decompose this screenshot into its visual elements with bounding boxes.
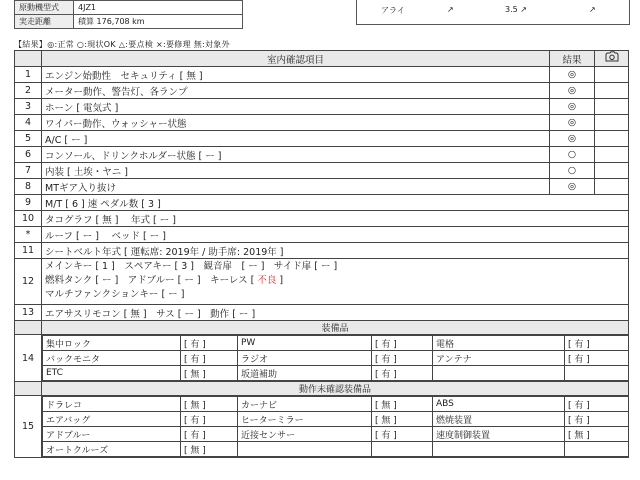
keys-line-1: メインキー [ 1 ] スペアキー [ 3 ] 観音扉 [ ー ] サイド扉 [ ー ] bbox=[45, 261, 338, 272]
photo-icon bbox=[595, 51, 629, 67]
row-photo bbox=[595, 67, 629, 83]
operation-title: 動作未確認装備品 bbox=[42, 382, 629, 396]
operation-grid bbox=[42, 396, 629, 457]
equipment-subrow bbox=[43, 336, 629, 351]
check-row bbox=[15, 179, 629, 195]
equipment-subrow bbox=[43, 366, 629, 381]
result-legend: 【結果】◎:正常 ○:現状OK △:要点検 ×:要修理 無:対象外 bbox=[14, 40, 230, 49]
op-value: [ 無 ] bbox=[181, 397, 238, 412]
check-row bbox=[15, 227, 629, 243]
row-number: 4 bbox=[15, 115, 42, 131]
equip-value: [ 有 ] bbox=[181, 351, 238, 366]
op-label: 速度制御装置 bbox=[433, 427, 565, 442]
op-value: [ 無 ] bbox=[565, 427, 629, 442]
equip-label: PW bbox=[238, 336, 372, 351]
row-photo bbox=[595, 163, 629, 179]
op-value: [ 無 ] bbox=[181, 442, 238, 457]
row-text: エアサスリモコン [ 無 ] サス [ ー ] 動作 [ ー ] bbox=[42, 305, 629, 321]
equip-value: [ 有 ] bbox=[565, 351, 629, 366]
header-section bbox=[14, 0, 628, 28]
op-label: オートクルーズ bbox=[43, 442, 181, 457]
equipment-grid-cell bbox=[42, 335, 629, 382]
check-row bbox=[15, 195, 629, 211]
row-number: 13 bbox=[15, 305, 42, 321]
op-label: ヒーターミラー bbox=[238, 412, 372, 427]
op-value: [ 有 ] bbox=[565, 397, 629, 412]
equip-label: アンテナ bbox=[433, 351, 565, 366]
equip-label bbox=[433, 366, 565, 381]
header-table bbox=[14, 0, 243, 29]
op-label: ドラレコ bbox=[43, 397, 181, 412]
row-result: ◎ bbox=[550, 99, 595, 115]
row-text: シートベルト年式 [ 運転席: 2019年 / 助手席: 2019年 ] bbox=[42, 243, 629, 259]
mileage-label: 実走距離 bbox=[15, 15, 74, 29]
keys-line-3: マルチファンクションキー [ ー ] bbox=[45, 289, 185, 300]
row-result: ◎ bbox=[550, 115, 595, 131]
row-photo bbox=[595, 83, 629, 99]
op-value: [ 有 ] bbox=[372, 427, 433, 442]
equip-value: [ 有 ] bbox=[372, 366, 433, 381]
check-row bbox=[15, 131, 629, 147]
row-number: 5 bbox=[15, 131, 42, 147]
keyless-status: 不良 bbox=[257, 275, 277, 286]
aligner-val-1: ↗ bbox=[447, 5, 454, 14]
row-photo bbox=[595, 147, 629, 163]
equipment-row bbox=[15, 335, 629, 382]
row-number: 6 bbox=[15, 147, 42, 163]
equipment-title: 装備品 bbox=[42, 321, 629, 335]
row-number: 10 bbox=[15, 211, 42, 227]
check-row bbox=[15, 67, 629, 83]
operation-grid-cell bbox=[42, 396, 629, 458]
equip-label: ラジオ bbox=[238, 351, 372, 366]
row-text: A/C [ ー ] bbox=[42, 131, 550, 147]
op-label bbox=[433, 442, 565, 457]
op-value bbox=[372, 442, 433, 457]
keys-line-2a: 燃料タンク [ ー ] アドブルー [ ー ] キーレス [ bbox=[45, 275, 255, 286]
equipment-subrow bbox=[43, 351, 629, 366]
operation-subrow bbox=[43, 397, 629, 412]
op-value: [ 有 ] bbox=[181, 427, 238, 442]
equip-label: ETC bbox=[43, 366, 181, 381]
equipment-grid bbox=[42, 335, 629, 381]
check-row bbox=[15, 211, 629, 227]
check-row bbox=[15, 99, 629, 115]
row-number: 7 bbox=[15, 163, 42, 179]
row-result: ◎ bbox=[550, 83, 595, 99]
row-result: ◎ bbox=[550, 67, 595, 83]
row-result: ◎ bbox=[550, 179, 595, 195]
operation-subrow bbox=[43, 412, 629, 427]
equip-label: バックモニタ bbox=[43, 351, 181, 366]
op-label: アドブルー bbox=[43, 427, 181, 442]
row-number: 8 bbox=[15, 179, 42, 195]
equip-value: [ 無 ] bbox=[181, 366, 238, 381]
row-text: 内装 [ 土埃・ヤニ ] bbox=[42, 163, 550, 179]
check-row bbox=[15, 163, 629, 179]
equip-value: [ 有 ] bbox=[372, 351, 433, 366]
equip-value: [ 有 ] bbox=[565, 336, 629, 351]
row-text: メーター動作、警告灯、各ランプ bbox=[42, 83, 550, 99]
op-value: [ 有 ] bbox=[181, 412, 238, 427]
op-label: 燃焼装置 bbox=[433, 412, 565, 427]
row-number: * bbox=[15, 227, 42, 243]
equip-value: [ 有 ] bbox=[181, 336, 238, 351]
inspection-table bbox=[14, 50, 629, 458]
keys-cell bbox=[42, 259, 629, 305]
op-label: カーナビ bbox=[238, 397, 372, 412]
keys-line-2 bbox=[45, 274, 625, 288]
aligner-label: アライ bbox=[381, 6, 405, 15]
section-blank bbox=[15, 382, 42, 396]
aligner-val-3: ↗ bbox=[589, 5, 596, 14]
row-result: ◎ bbox=[550, 131, 595, 147]
row-number: 9 bbox=[15, 195, 42, 211]
operation-row bbox=[15, 396, 629, 458]
check-row bbox=[15, 83, 629, 99]
aligner-box bbox=[356, 0, 630, 25]
row-text: コンソール、ドリンクホルダー状態 [ ー ] bbox=[42, 147, 550, 163]
check-row bbox=[15, 147, 629, 163]
row-text: タコグラフ [ 無 ] 年式 [ ー ] bbox=[42, 211, 629, 227]
row-number: 15 bbox=[15, 396, 42, 458]
row-number: 11 bbox=[15, 243, 42, 259]
row-result: ○ bbox=[550, 147, 595, 163]
equip-label: 坂道補助 bbox=[238, 366, 372, 381]
op-label: 近接センサー bbox=[238, 427, 372, 442]
equip-label: 電格 bbox=[433, 336, 565, 351]
row-text: ホーン [ 電気式 ] bbox=[42, 99, 550, 115]
check-header-row bbox=[15, 51, 629, 67]
op-label: エアバッグ bbox=[43, 412, 181, 427]
row-number: 1 bbox=[15, 67, 42, 83]
row-text: MTギア入り抜け bbox=[42, 179, 550, 195]
row-photo bbox=[595, 131, 629, 147]
model-label: 原動機型式 bbox=[15, 1, 74, 15]
keys-line-2c: ] bbox=[279, 275, 284, 286]
result-header: 結果 bbox=[550, 51, 595, 67]
row-text: エンジン始動性 セキュリティ [ 無 ] bbox=[42, 67, 550, 83]
operation-header bbox=[15, 382, 629, 396]
equipment-header bbox=[15, 321, 629, 335]
row-number: 14 bbox=[15, 335, 42, 382]
model-value: 4JZ1 bbox=[74, 1, 243, 15]
operation-subrow bbox=[43, 442, 629, 457]
row-photo bbox=[595, 179, 629, 195]
check-title: 室内確認項目 bbox=[42, 51, 550, 67]
keys-row bbox=[15, 259, 629, 305]
row-number: 2 bbox=[15, 83, 42, 99]
equip-value: [ 有 ] bbox=[372, 336, 433, 351]
header-blank bbox=[15, 51, 42, 67]
aligner-val-2: 3.5 ↗ bbox=[505, 5, 527, 14]
operation-subrow bbox=[43, 427, 629, 442]
row-result: ○ bbox=[550, 163, 595, 179]
row-text: ワイパー動作、ウォッシャー状態 bbox=[42, 115, 550, 131]
check-row bbox=[15, 305, 629, 321]
mileage-value: 積算 176,708 km bbox=[74, 15, 243, 29]
op-label bbox=[238, 442, 372, 457]
check-row bbox=[15, 115, 629, 131]
row-text: ルーフ [ ー ] ベッド [ ー ] bbox=[42, 227, 629, 243]
op-value: [ 無 ] bbox=[372, 412, 433, 427]
equip-label: 集中ロック bbox=[43, 336, 181, 351]
check-row bbox=[15, 243, 629, 259]
row-number: 3 bbox=[15, 99, 42, 115]
row-photo bbox=[595, 115, 629, 131]
equip-value bbox=[565, 366, 629, 381]
row-text: M/T [ 6 ] 速 ペダル数 [ 3 ] bbox=[42, 195, 629, 211]
op-value: [ 無 ] bbox=[372, 397, 433, 412]
row-photo bbox=[595, 99, 629, 115]
op-label: ABS bbox=[433, 397, 565, 412]
op-value: [ 有 ] bbox=[565, 412, 629, 427]
op-value bbox=[565, 442, 629, 457]
section-blank bbox=[15, 321, 42, 335]
row-number: 12 bbox=[15, 259, 42, 305]
